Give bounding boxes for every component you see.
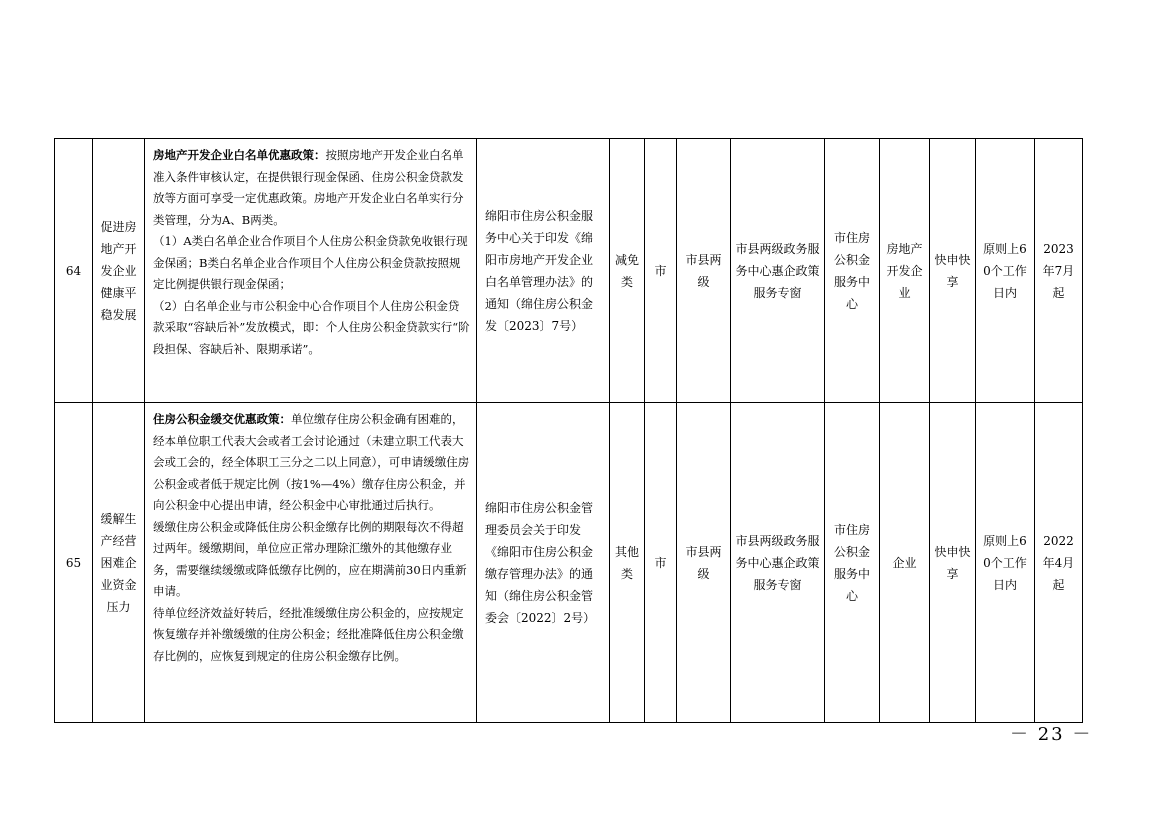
- policy-lead-paragraph: [153, 409, 470, 517]
- policy-title: 房地产开发企业白名单优惠政策：: [153, 148, 326, 162]
- page-number: － 23 －: [1010, 724, 1093, 745]
- responsible-department: 市住房公积金服务中心: [825, 139, 880, 403]
- policy-content: [145, 403, 477, 723]
- policy-basis: 绵阳市住房公积金服务中心关于印发《绵阳市房地产开发企业白名单管理办法》的通知（绵住房公积金发〔2023〕7号）: [477, 139, 610, 403]
- service-window: 市县两级政务服务中心惠企政策服务专窗: [731, 139, 825, 403]
- target-object: 房地产开发企业: [880, 139, 930, 403]
- policy-table: [54, 138, 1083, 723]
- policy-lead: 单位缴存住房公积金确有困难的，经本单位职工代表大会或者工会讨论通过（未建立职工代表大会或工会的，经全体职工三分之二以上同意），可申请缓缴住房公积金或者低于规定比例（按1%—4%）缴存住房公积金，并向公积金中心提出申请，经公积金中心审批通过后执行。: [153, 412, 470, 512]
- item-name: 促进房地产开发企业健康平稳发展: [93, 139, 145, 403]
- policy-level: 市: [645, 139, 677, 403]
- row-number: 65: [55, 403, 93, 723]
- table-row: [55, 139, 1083, 403]
- policy-lead: 按照房地产开发企业白名单准入条件审核认定，在提供银行现金保函、住房公积金贷款发放等方面可享受一定优惠政策。房地产开发企业白名单实行分类管理，分为A、B两类。: [153, 148, 464, 227]
- policy-title: 住房公积金缓交优惠政策：: [153, 412, 291, 426]
- implement-level: 市县两级: [677, 139, 731, 403]
- implement-level: 市县两级: [677, 403, 731, 723]
- policy-level: 市: [645, 403, 677, 723]
- handling-mode: 快申快享: [930, 139, 976, 403]
- policy-paragraph: 缓缴住房公积金或降低住房公积金缴存比例的期限每次不得超过两年。缓缴期间，单位应正常办理除汇缴外的其他缴存业务，需要继续缓缴或降低缴存比例的，应在期满前30日内重新申请。: [153, 519, 467, 598]
- target-object: 企业: [880, 403, 930, 723]
- time-limit: 原则上60个工作日内: [976, 403, 1035, 723]
- handling-mode: 快申快享: [930, 403, 976, 723]
- policy-content: [145, 139, 477, 403]
- table-row: [55, 403, 1083, 723]
- policy-category: 减免类: [610, 139, 645, 403]
- policy-basis: 绵阳市住房公积金管理委员会关于印发《绵阳市住房公积金缴存管理办法》的通知（绵住房公积金管委会〔2022〕2号）: [477, 403, 610, 723]
- service-window: 市县两级政务服务中心惠企政策服务专窗: [731, 403, 825, 723]
- policy-paragraph: 待单位经济效益好转后，经批准缓缴住房公积金的，应按规定恢复缴存并补缴缓缴的住房公积金；经批准降低住房公积金缴存比例的，应恢复到规定的住房公积金缴存比例。: [153, 605, 464, 663]
- policy-category: 其他类: [610, 403, 645, 723]
- item-name: 缓解生产经营困难企业资金压力: [93, 403, 145, 723]
- start-date: 2022年4月起: [1035, 403, 1083, 723]
- start-date: 2023年7月起: [1035, 139, 1083, 403]
- policy-paragraph: （2）白名单企业与市公积金中心合作项目个人住房公积金贷款采取“容缺后补”发放模式，即：个人住房公积金贷款实行“阶段担保、容缺后补、限期承诺”。: [153, 298, 470, 356]
- responsible-department: 市住房公积金服务中心: [825, 403, 880, 723]
- row-number: 64: [55, 139, 93, 403]
- policy-paragraph: （1）A类白名单企业合作项目个人住房公积金贷款免收银行现金保函；B类白名单企业合作项目个人住房公积金贷款按照规定比例提供银行现金保函；: [153, 234, 468, 291]
- time-limit: 原则上60个工作日内: [976, 139, 1035, 403]
- policy-lead-paragraph: [153, 145, 470, 231]
